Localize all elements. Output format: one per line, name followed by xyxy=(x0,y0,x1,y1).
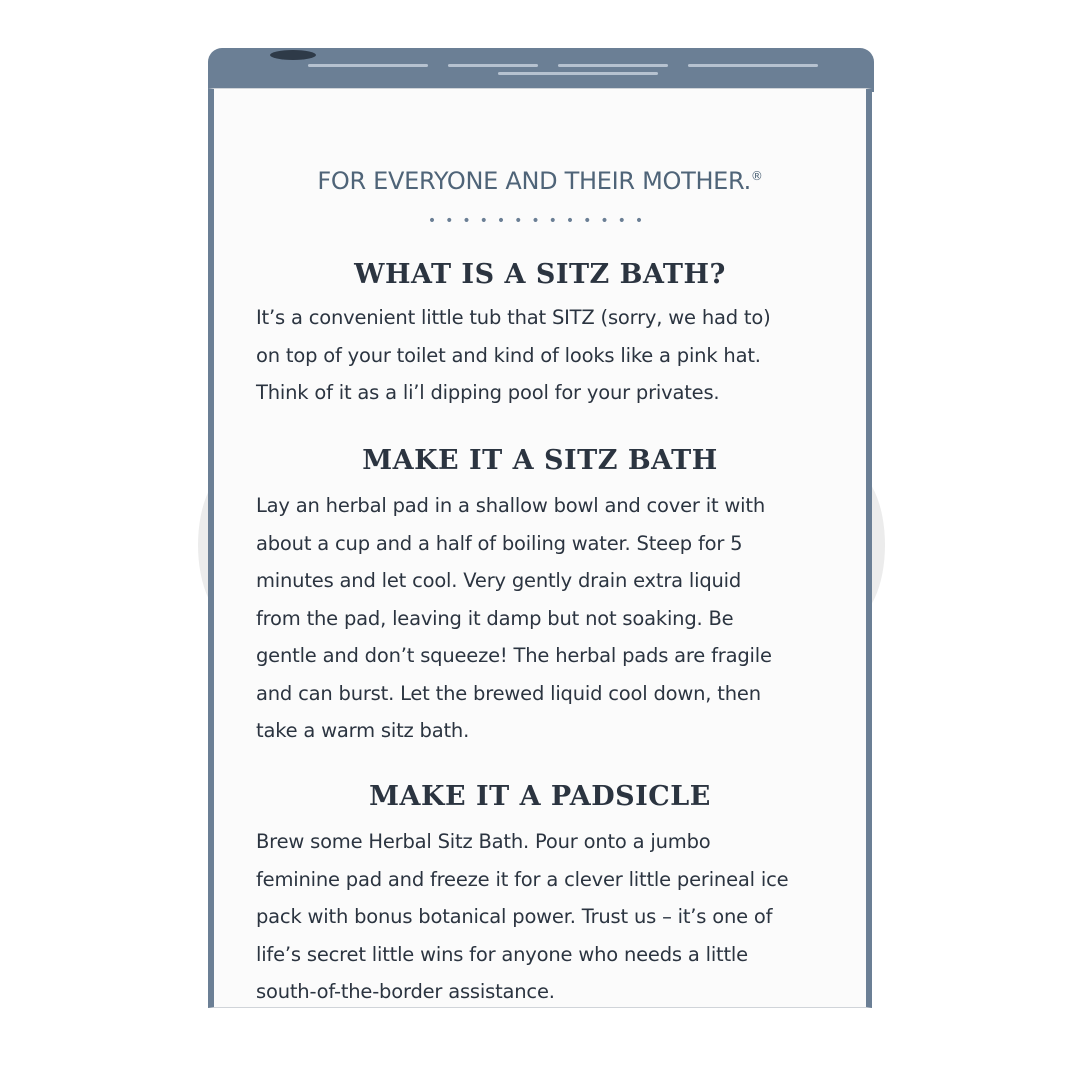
body-line: pack with bonus botanical power. Trust us – it’s one of xyxy=(256,905,773,928)
brand-logo-icon xyxy=(270,50,316,60)
section-body-what-is xyxy=(256,299,856,412)
body-line: Lay an herbal pad in a shallow bowl and cover it with xyxy=(256,494,765,517)
brand-tagline: FOR EVERYONE AND THEIR MOTHER.® xyxy=(317,167,763,195)
box-top-flap xyxy=(208,48,874,92)
product-box xyxy=(208,48,874,1010)
section-heading-what-is: WHAT IS A SITZ BATH? xyxy=(354,259,726,290)
box-top-print xyxy=(308,60,828,82)
section-heading-padsicle: MAKE IT A PADSICLE xyxy=(369,781,711,812)
section-heading-sitz-bath: MAKE IT A SITZ BATH xyxy=(362,445,718,476)
section-body-padsicle xyxy=(256,823,856,1011)
body-line: gentle and don’t squeeze! The herbal pads are fragile xyxy=(256,644,772,667)
body-line: from the pad, leaving it damp but not soaking. Be xyxy=(256,606,734,630)
body-line: It’s a convenient little tub that SITZ (sorry, we had to) xyxy=(256,306,771,329)
body-line: and can burst. Let the brewed liquid cool down, then xyxy=(256,681,761,705)
body-line: south-of-the-border assistance. xyxy=(256,980,555,1003)
body-line: take a warm sitz bath. xyxy=(256,719,470,742)
body-line: on top of your toilet and kind of looks like a pink hat. xyxy=(256,343,761,367)
body-line: Brew some Herbal Sitz Bath. Pour onto a jumbo xyxy=(256,830,711,853)
body-line: life’s secret little wins for anyone who needs a little xyxy=(256,942,748,966)
box-back-panel xyxy=(208,88,872,1008)
body-line: feminine pad and freeze it for a clever little perineal ice xyxy=(256,867,789,891)
body-line: Think of it as a li’l dipping pool for your privates. xyxy=(256,381,720,404)
section-body-sitz-bath xyxy=(256,487,856,750)
dotted-divider: ••••••••••••• xyxy=(427,213,653,229)
body-line: minutes and let cool. Very gently drain extra liquid xyxy=(256,569,742,592)
body-line: about a cup and a half of boiling water. Steep for 5 xyxy=(256,531,743,555)
